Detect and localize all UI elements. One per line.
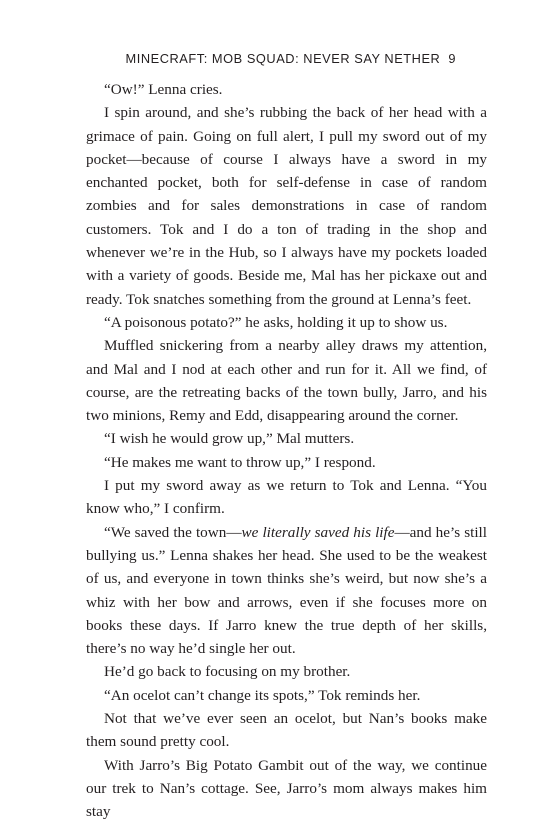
paragraph: He’d go back to focusing on my brother. [104,663,351,681]
page-number: 9 [448,51,456,66]
paragraph-text-end: —and he’s still bullying us.” Lenna shakes her head. She used to be the weakest of us, and everyone in town thinks she’s weird, but now she’s a whiz with her bow and arrows, even if she focuses more on books these days. If Jarro knew the true depth of her skills, there’s no way he’d single her out. [86,523,487,658]
paragraph: I spin around, and she’s rubbing the back of her head with a grimace of pain. Going on full alert, I pull my sword out of my pocket—because of course I always have a sword in my enchanted pocket, both for self-defense in case of random zombies and for sales demonstrations in case of random customers. Tok and I do a ton of trading in the shop and whenever we’re in the Hub, so I always have my pockets loaded with a variety of goods. Beside me, Mal has her pickaxe out and ready. Tok snatches something from the ground at Lenna’s feet. [86,104,487,308]
paragraph: “He makes me want to throw up,” I respond. [104,453,376,471]
paragraph [86,521,487,661]
paragraph-text-start: “We saved the town— [104,523,242,541]
paragraph: With Jarro’s Big Potato Gambit out of the way, we continue our trek to Nan’s cottage. See, Jarro’s mom always makes him stay [86,756,487,821]
paragraph: “A poisonous potato?” he asks, holding it up to show us. [104,313,448,331]
paragraph: “Ow!” Lenna cries. [104,81,223,98]
paragraph: I put my sword away as we return to Tok and Lenna. “You know who,” I confirm. [86,477,487,518]
body-text [86,78,487,824]
paragraph: “An ocelot can’t change its spots,” Tok reminds her. [104,686,421,704]
italic-emphasis: we literally saved his life [241,523,395,541]
paragraph: Muffled snickering from a nearby alley draws my attention, and Mal and I nod at each other and run for it. All we find, of course, are the retreating backs of the town bully, Jarro, and his two minions, Remy and Edd, disappearing around the corner. [86,337,487,425]
running-head [86,50,456,68]
running-title: MINECRAFT: MOB SQUAD: NEVER SAY NETHER [125,51,441,66]
paragraph: “I wish he would grow up,” Mal mutters. [104,430,355,448]
paragraph: Not that we’ve ever seen an ocelot, but Nan’s books make them sound pretty cool. [86,710,487,751]
